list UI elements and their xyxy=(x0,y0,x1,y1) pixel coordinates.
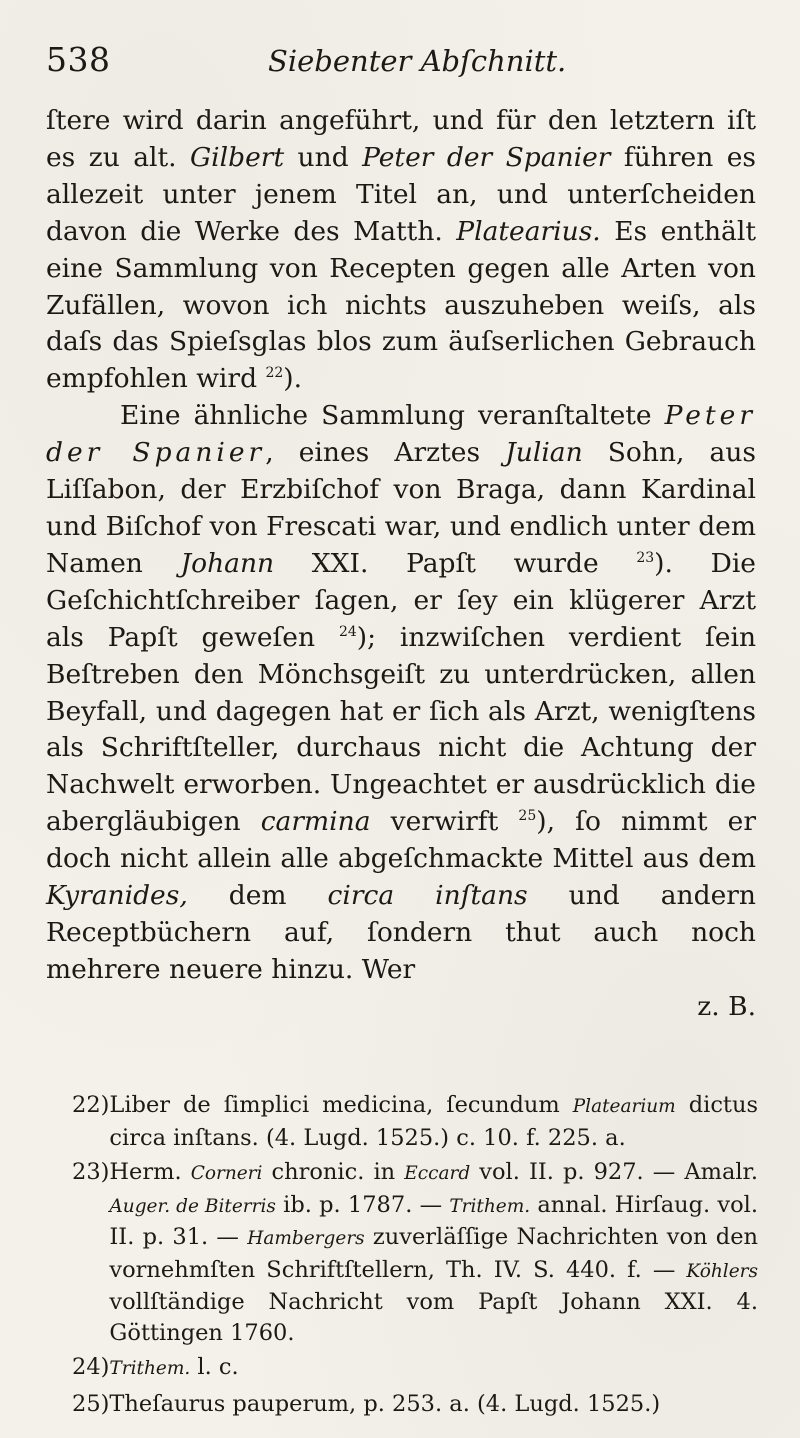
text-run: ); inzwiſchen verdient ſein Beſtreben den Mönchsgeiſt zu unterdrücken, allen Beyfall, und dagegen hat er ſich als Arzt, wenigſtens als Schriftſteller, durchaus nicht die Achtung der Nachwelt erworben. Ungeachtet er ausdrücklich die abergläubigen xyxy=(46,621,757,838)
page-number: 538 xyxy=(46,40,111,79)
person-name: Johann xyxy=(180,547,275,579)
paragraph-2 xyxy=(46,398,756,989)
text-run: und xyxy=(284,141,363,173)
book-title: circa inſtans xyxy=(327,880,528,912)
text-run: chronic. in xyxy=(262,1159,405,1185)
footnote-24 xyxy=(72,1352,758,1385)
text-run: Sohn, aus Liſſabon, der Erzbiſchof von Braga, dann Kardinal und Biſchof von Frescati war, und endlich unter dem Namen xyxy=(46,437,756,579)
footnote-text xyxy=(109,1090,758,1153)
page-header xyxy=(46,40,760,96)
paragraph-1 xyxy=(46,103,756,398)
text-run: Liber de ſimplici medicina, ſecundum xyxy=(109,1092,573,1118)
footnote-text xyxy=(109,1157,758,1348)
text-run: vol. II. p. 927. — Amalr. xyxy=(470,1159,758,1185)
footnote-ref: 22 xyxy=(265,365,284,382)
latin-term: carmina xyxy=(260,806,371,838)
footnote-ref: 24 xyxy=(338,623,357,640)
text-run: Herm. xyxy=(109,1159,191,1185)
person-name: Hambergers xyxy=(247,1228,365,1249)
text-run: ), ſo nimmt er doch nicht allein alle abgeſchmackte Mittel aus dem xyxy=(46,806,756,875)
text-run: dem xyxy=(187,880,328,912)
footnote-number: 25) xyxy=(72,1390,110,1417)
text-run: verwirft xyxy=(370,806,519,838)
text-run: ). Die Geſchichtſchreiber ſagen, er ſey ein klügerer Arzt als Papſt geweſen xyxy=(46,547,756,653)
text-run: und andern Receptbüchern auf, ſondern thut auch noch mehrere neuere hinzu. Wer xyxy=(46,880,756,985)
person-name: Julian xyxy=(505,437,583,469)
person-name: Auger. de Biterris xyxy=(109,1195,276,1217)
footnote-number: 23) xyxy=(72,1159,110,1185)
text-run: annal. Hirſaug. vol. II. p. 31. — xyxy=(109,1191,758,1250)
footnote-ref: 25 xyxy=(518,808,537,825)
person-name: Peter der Spanier xyxy=(362,141,611,173)
footnote-ref: 23 xyxy=(636,549,655,566)
footnotes xyxy=(72,1090,758,1423)
person-name: Corneri xyxy=(190,1163,263,1184)
footnote-text xyxy=(109,1352,758,1385)
footnote-number: 24) xyxy=(72,1354,110,1380)
person-name: Köhlers xyxy=(686,1260,758,1282)
text-run: ſtere wird darin angeführt, und für den letztern iſt es zu alt. xyxy=(46,105,756,173)
person-name: Gilbert xyxy=(190,141,285,173)
footnote-number: 22) xyxy=(72,1092,110,1118)
text-run: l. c. xyxy=(190,1354,239,1380)
text-run: ). xyxy=(283,363,303,395)
footnote-text: Theſaurus pauperum, p. 253. a. (4. Lugd. 1525.) xyxy=(109,1390,661,1417)
text-run: zuverläſſige Nachrichten von den vornehmſten Schriftſtellern, Th. IV. S. 440. f. — xyxy=(109,1224,758,1283)
person-name: Peter der Spanier xyxy=(46,400,756,469)
text-run: führen es allezeit unter jenem Titel an, und unterſcheiden davon die Werke des Matth. xyxy=(46,141,756,247)
text-run: , eines Arztes xyxy=(265,437,506,469)
catchword: z. B. xyxy=(697,990,756,1022)
person-name: Trithem. xyxy=(449,1195,531,1217)
text-run: vollſtändige Nachricht vom Papſt Johann XXI. 4. Göttingen 1760. xyxy=(109,1289,758,1346)
text-run: ib. p. 1787. — xyxy=(275,1191,450,1218)
footnote-22 xyxy=(72,1090,758,1153)
person-name: Platearium xyxy=(572,1096,676,1117)
footnote-23 xyxy=(72,1157,758,1348)
main-text xyxy=(46,103,756,1026)
text-run: dictus circa inſtans. (4. Lugd. 1525.) c. 10. f. 225. a. xyxy=(109,1092,758,1151)
text-run: Eine ähnliche Sammlung veranſtaltete xyxy=(120,400,665,432)
text-run: XXI. Papſt wurde xyxy=(274,547,637,579)
person-name: Platearius. xyxy=(456,215,601,247)
book-title: Kyranides, xyxy=(46,880,188,912)
person-name: Trithem. xyxy=(109,1358,191,1379)
footnote-25 xyxy=(72,1389,758,1420)
text-run: Es enthält eine Sammlung von Recepten gegen alle Arten von Zufällen, wovon ich nichts auszuheben weiſs, als daſs das Spieſsglas blos zum äuſserlichen Gebrauch empfohlen wird xyxy=(46,215,756,395)
running-head: Siebenter Abſchnitt. xyxy=(268,44,567,78)
person-name: Eccard xyxy=(404,1163,471,1184)
